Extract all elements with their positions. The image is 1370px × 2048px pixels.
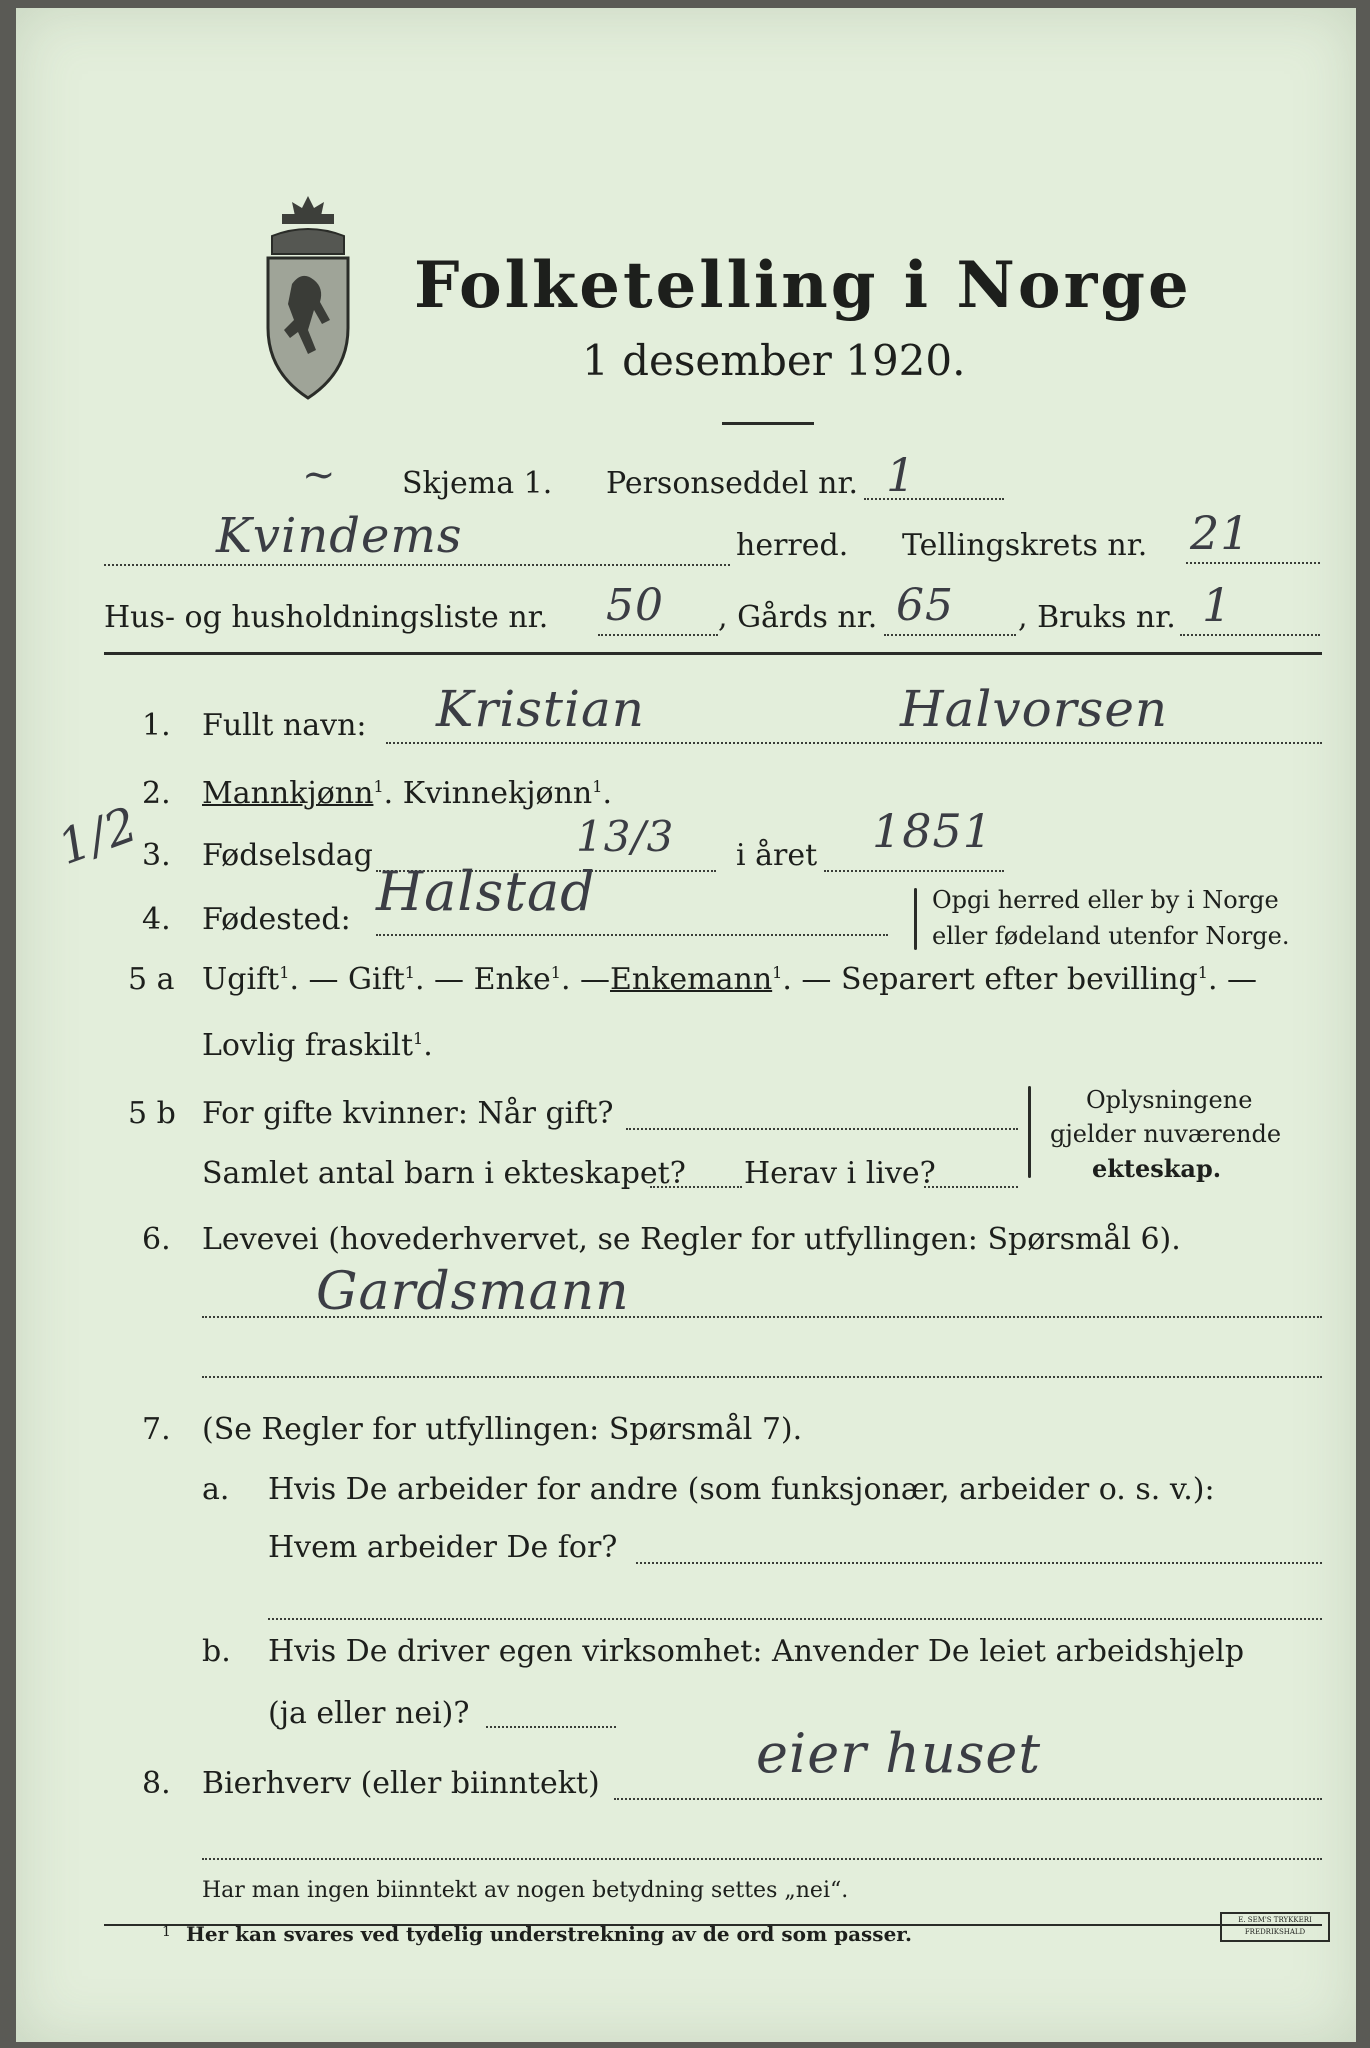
header-rule: [104, 652, 1322, 655]
q5a-separert: — Separert efter bevilling: [801, 962, 1198, 997]
q5b-label2: Samlet antal barn i ekteskapet?: [202, 1156, 686, 1191]
q5a-lovlig-end: .: [423, 1028, 433, 1063]
q8-line2: [202, 1858, 1322, 1860]
q3-number: 3.: [142, 838, 171, 873]
bruks-label: , Bruks nr.: [1018, 600, 1176, 635]
q7a-line2: [268, 1618, 1322, 1620]
form-title: Folketelling i Norge: [414, 248, 1192, 323]
q2-mann: Mannkjønn: [202, 776, 374, 811]
q2-sep: .: [383, 776, 403, 811]
q5a-sup4: 1: [772, 963, 783, 982]
q6-line2: [202, 1376, 1322, 1378]
q5b-note1: Oplysningene: [1086, 1086, 1253, 1114]
footnote-number: 1: [162, 1924, 171, 1940]
gards-value: 65: [896, 580, 954, 631]
q5a-options: Ugift$^1$. — Gift$^1$. — Enke$^1$. —Enkemann$^1$. — Separert efter bevilling$^1$. —: [202, 962, 1258, 997]
q6-line1: [202, 1316, 1322, 1318]
q3-label: Fødselsdag: [202, 838, 373, 873]
q8-value: eier huset: [756, 1722, 1042, 1785]
q2-sup2: 1: [592, 777, 603, 796]
q5b-label3: Herav i live?: [744, 1156, 936, 1191]
q5b-label1: For gifte kvinner: Når gift?: [202, 1096, 614, 1131]
q7a-number: a.: [202, 1472, 230, 1507]
q4-number: 4.: [142, 902, 171, 937]
gards-line: [884, 634, 1016, 636]
q5a-dash: —: [580, 962, 611, 997]
q3-day-value: 13/3: [576, 812, 675, 861]
q4-brace: [914, 888, 917, 950]
q5a-enke: — Enke: [434, 962, 551, 997]
husholdning-label: Hus- og husholdningsliste nr.: [104, 600, 549, 635]
footnote: Her kan svares ved tydelig understrekning av de ord som passer.: [186, 1922, 912, 1946]
herred-label: herred.: [736, 528, 849, 563]
bruks-line: [1180, 634, 1320, 636]
q1-label: Fullt navn:: [202, 708, 367, 743]
q5a-lovlig: [202, 1028, 433, 1063]
q7b-line: [486, 1726, 616, 1728]
q2-number: 2.: [142, 776, 171, 811]
q7a-text: Hvis De arbeider for andre (som funksjonær, arbeider o. s. v.):: [268, 1472, 1215, 1507]
personseddel-line: [864, 498, 1004, 500]
q1-line: [386, 742, 1322, 744]
q6-label: Levevei (hovederhvervet, se Regler for utfyllingen: Spørsmål 6).: [202, 1222, 1181, 1257]
husholdning-value: 50: [606, 580, 664, 631]
q8-number: 8.: [142, 1766, 171, 1801]
q5a-gift: — Gift: [308, 962, 405, 997]
q5a-end: . —: [1207, 962, 1258, 997]
tellingskrets-value: 21: [1190, 506, 1251, 560]
q5b-barn-line: [650, 1186, 742, 1188]
q2-sup1: 1: [373, 777, 384, 796]
schema-label: Skjema 1.: [402, 466, 553, 501]
norwegian-coat-of-arms-icon: [248, 188, 368, 408]
nei-note: Har man ingen biinntekt av nogen betydning settes „nei“.: [202, 1878, 849, 1903]
q3-year-label: i året: [736, 838, 818, 873]
husholdning-line: [598, 634, 718, 636]
form-date: 1 desember 1920.: [582, 336, 966, 385]
q5a-sup6: 1: [413, 1029, 424, 1048]
census-form: [16, 8, 1356, 2042]
q7b-number: b.: [202, 1634, 231, 1669]
q5a-sup5: 1: [1197, 963, 1208, 982]
personseddel-value: 1: [886, 448, 917, 502]
margin-mark: 1/2: [50, 795, 146, 877]
q5b-note3: ekteskap.: [1092, 1154, 1222, 1183]
q3-year-line: [824, 870, 1004, 872]
q5a-number: 5 a: [128, 962, 175, 997]
q1-number: 1.: [142, 708, 171, 743]
q1-last-name: Halvorsen: [900, 680, 1169, 738]
q5b-number: 5 b: [128, 1096, 176, 1131]
gards-label: , Gårds nr.: [718, 600, 878, 635]
q4-line: [376, 934, 888, 936]
q5b-brace: [1028, 1086, 1031, 1178]
q4-note-line2: eller fødeland utenfor Norge.: [932, 922, 1290, 950]
q5a-sup2: 1: [404, 963, 415, 982]
q5a-sup1: 1: [279, 963, 290, 982]
q5a-lovlig-text: Lovlig fraskilt: [202, 1028, 414, 1063]
q8-label: Bierhverv (eller biinntekt): [202, 1766, 600, 1801]
q2-options: [202, 776, 612, 811]
q4-label: Fødested:: [202, 902, 351, 937]
title-divider: [722, 422, 814, 425]
q3-year-value: 1851: [872, 804, 994, 858]
q7-number: 7.: [142, 1412, 171, 1447]
bruks-value: 1: [1202, 578, 1233, 632]
q5a-ugift: Ugift: [202, 962, 280, 997]
q7a-line1: [636, 1562, 1322, 1564]
herred-line: [104, 564, 730, 566]
printer-mark: E. SEM'S TRYKKERI FREDRIKSHALD: [1220, 1912, 1330, 1942]
q5a-sup3: 1: [550, 963, 561, 982]
q7b-text: Hvis De driver egen virksomhet: Anvender De leiet arbeidshjelp: [268, 1634, 1245, 1669]
tellingskrets-line: [1186, 562, 1320, 564]
q2-end: .: [602, 776, 612, 811]
q7-label: (Se Regler for utfyllingen: Spørsmål 7).: [202, 1412, 803, 1447]
q5b-live-line: [924, 1186, 1018, 1188]
q6-number: 6.: [142, 1222, 171, 1257]
q1-first-name: Kristian: [436, 680, 646, 738]
q5a-enkemann: Enkemann: [610, 962, 773, 997]
margin-tick: ~: [302, 452, 337, 498]
q6-value: Gardsmann: [316, 1262, 630, 1322]
q2-kvinne: Kvinnekjønn: [402, 776, 593, 811]
q8-line1: [614, 1798, 1322, 1800]
q5b-gift-line: [626, 1128, 1018, 1130]
q7b-text2: (ja eller nei)?: [268, 1696, 470, 1731]
q5b-note2: gjelder nuværende: [1050, 1120, 1282, 1148]
q4-value: Halstad: [376, 860, 596, 923]
personseddel-label: Personseddel nr.: [606, 466, 859, 501]
tellingskrets-label: Tellingskrets nr.: [902, 528, 1148, 563]
q4-note-line1: Opgi herred eller by i Norge: [932, 886, 1279, 914]
q7a-text2: Hvem arbeider De for?: [268, 1530, 618, 1565]
herred-value: Kvindems: [216, 508, 463, 564]
